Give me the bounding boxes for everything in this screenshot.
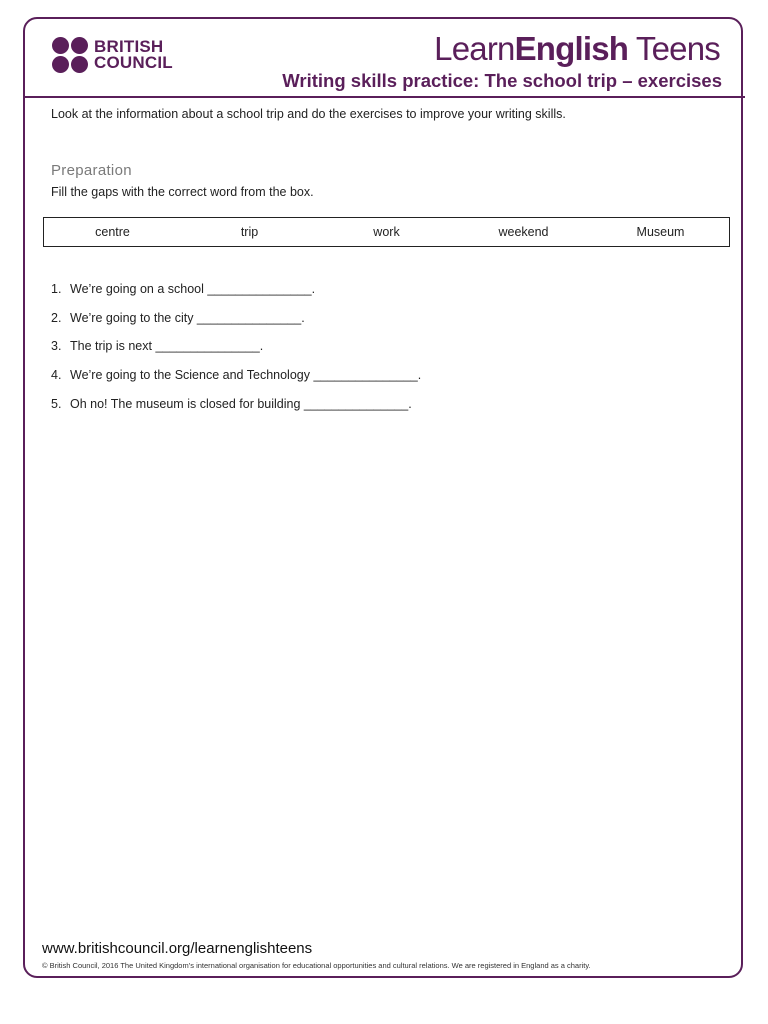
british-council-dots-icon	[52, 37, 88, 73]
british-council-logo	[52, 37, 173, 73]
item-text: Oh no! The museum is closed for building _______________.	[70, 396, 412, 411]
gap-fill-list	[51, 282, 421, 425]
item-number: 1.	[51, 282, 62, 296]
item-number: 3.	[51, 339, 62, 354]
header-divider	[25, 96, 745, 98]
list-item	[51, 282, 421, 311]
list-item	[51, 397, 421, 426]
item-text: The trip is next _______________.	[70, 339, 264, 354]
list-item	[51, 311, 421, 340]
item-number: 5.	[51, 396, 62, 411]
item-number: 2.	[51, 310, 62, 325]
list-item	[51, 368, 421, 397]
intro-text: Look at the information about a school trip and do the exercises to improve your writing skills.	[51, 107, 566, 121]
preparation-heading: Preparation	[51, 162, 132, 179]
word-box-item: work	[373, 225, 400, 239]
document-title: Writing skills practice: The school trip – exercises	[282, 70, 722, 91]
word-box-item: trip	[240, 225, 259, 239]
list-item	[51, 339, 421, 368]
item-text: We’re going to the Science and Technology _______________.	[70, 368, 422, 383]
word-box	[43, 217, 730, 247]
preparation-instructions: Fill the gaps with the correct word from the box.	[51, 185, 314, 199]
item-text: We’re going to the city _______________.	[70, 310, 305, 325]
word-box-item: centre	[95, 225, 130, 239]
word-box-item: weekend	[498, 225, 549, 239]
footer-copyright: © British Council, 2016 The United Kingdom’s international organisation for educational opportunities and cultural relations. We are registered in England as a charity.	[42, 961, 591, 970]
word-box-item: Museum	[636, 225, 685, 239]
footer-url: www.britishcouncil.org/learnenglishteens	[42, 940, 313, 957]
item-text: We’re going on a school _______________.	[70, 282, 316, 296]
learnenglish-teens-logo: LearnEnglish Teens	[434, 30, 720, 67]
british-council-wordmark: BRITISH COUNCIL	[94, 37, 173, 72]
item-number: 4.	[51, 368, 62, 383]
